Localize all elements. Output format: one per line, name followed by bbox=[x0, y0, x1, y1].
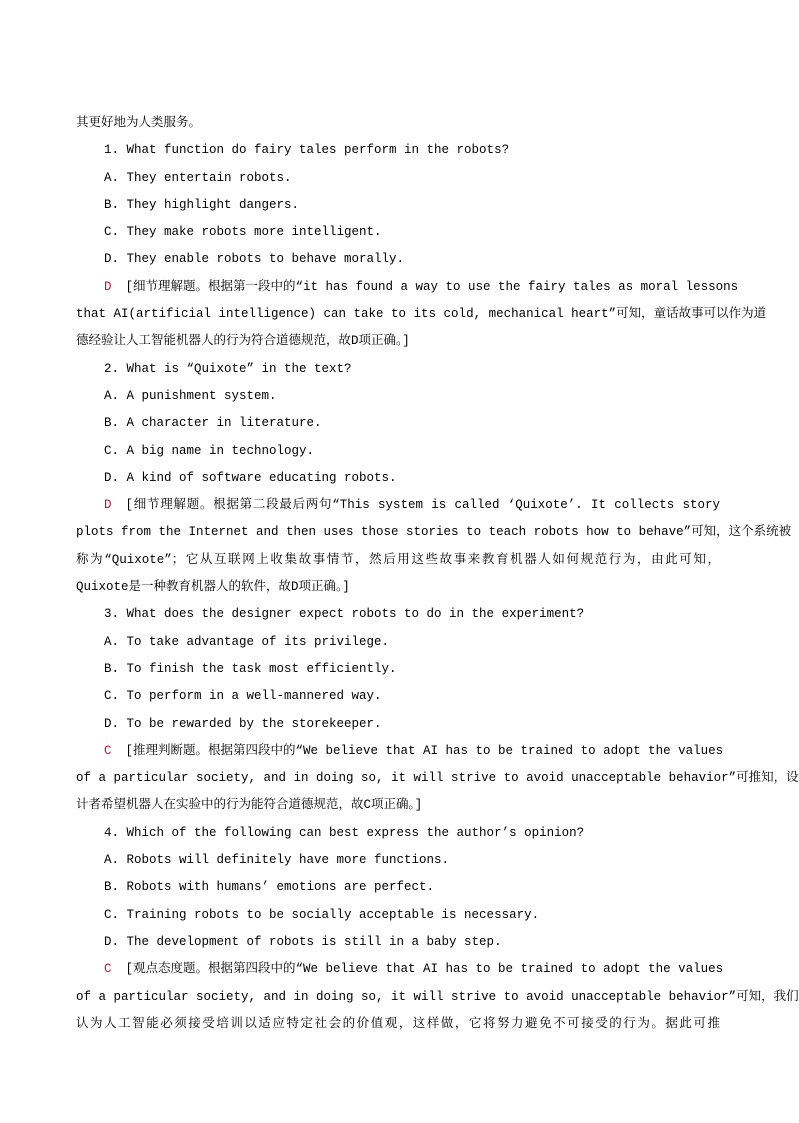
option-line: C. Training robots to be socially acceptable is necessary. bbox=[104, 907, 540, 922]
option-line: B. They highlight dangers. bbox=[104, 197, 300, 212]
option-line: D. To be rewarded by the storekeeper. bbox=[104, 716, 382, 731]
option-line: C. They make robots more intelligent. bbox=[104, 225, 382, 240]
text-line: 其更好地为人类服务。 bbox=[76, 116, 202, 130]
option-line: B. A character in literature. bbox=[104, 416, 322, 431]
explanation-line: 认为人工智能必须接受培训以适应特定社会的价值观，这样做，它将努力避免不可接受的行为。据此可推 bbox=[76, 1016, 720, 1031]
answer-key: C bbox=[104, 743, 112, 758]
explanation-line: plots from the Internet and then uses those stories to teach robots how to behave”可知，这个系统被 bbox=[76, 525, 792, 540]
option-line: D. They enable robots to behave morally. bbox=[104, 252, 405, 267]
question-line: 4. Which of the following can best express the author’s opinion? bbox=[104, 825, 585, 840]
answer-key: D bbox=[104, 498, 112, 513]
explanation-text: [细节理解题。根据第一段中的“it has found a way to use the fairy tales as moral lessons bbox=[125, 279, 739, 294]
option-line: A. Robots will definitely have more functions. bbox=[104, 853, 450, 868]
option-line: A. They entertain robots. bbox=[104, 170, 292, 185]
explanation-line: Quixote是一种教育机器人的软件，故D项正确。] bbox=[76, 580, 350, 595]
explanation-text: [细节理解题。根据第二段最后两句“This system is called ‘Quixote’. It collects story bbox=[125, 498, 720, 513]
explanation-line: of a particular society, and in doing so, it will strive to avoid unacceptable behavior”可知，我们 bbox=[76, 989, 799, 1004]
explanation-line bbox=[76, 956, 724, 983]
explanation-line bbox=[76, 738, 724, 765]
option-line: C. A big name in technology. bbox=[104, 443, 315, 458]
explanation-line: of a particular society, and in doing so, it will strive to avoid unacceptable behavior”可推知，设 bbox=[76, 771, 799, 786]
answer-key: C bbox=[104, 962, 112, 977]
question-line: 1. What function do fairy tales perform in the robots? bbox=[104, 143, 510, 158]
option-line: B. Robots with humans’ emotions are perfect. bbox=[104, 880, 435, 895]
option-line: B. To finish the task most efficiently. bbox=[104, 661, 397, 676]
question-line: 3. What does the designer expect robots to do in the experiment? bbox=[104, 607, 585, 622]
explanation-line bbox=[76, 274, 739, 301]
document-body bbox=[76, 110, 799, 1038]
explanation-text: [观点态度题。根据第四段中的“We believe that AI has to be trained to adopt the values bbox=[125, 962, 724, 977]
explanation-line: 计者希望机器人在实验中的行为能符合道德规范，故C项正确。] bbox=[76, 798, 423, 813]
explanation-text: [推理判断题。根据第四段中的“We believe that AI has to be trained to adopt the values bbox=[125, 743, 724, 758]
option-line: A. To take advantage of its privilege. bbox=[104, 634, 390, 649]
explanation-line: 称为“Quixote”；它从互联网上收集故事情节，然后用这些故事来教育机器人如何规范行为，由此可知， bbox=[76, 552, 720, 567]
option-line: D. A kind of software educating robots. bbox=[104, 470, 397, 485]
question-line: 2. What is “Quixote” in the text? bbox=[104, 361, 352, 376]
explanation-line: 德经验让人工智能机器人的行为符合道德规范，故D项正确。] bbox=[76, 334, 410, 349]
answer-key: D bbox=[104, 279, 112, 294]
explanation-line bbox=[76, 492, 720, 519]
option-line: A. A punishment system. bbox=[104, 388, 277, 403]
option-line: D. The development of robots is still in a baby step. bbox=[104, 934, 502, 949]
explanation-line: that AI(artificial intelligence) can take to its cold, mechanical heart”可知，童话故事可以作为道 bbox=[76, 307, 767, 322]
option-line: C. To perform in a well-mannered way. bbox=[104, 689, 382, 704]
